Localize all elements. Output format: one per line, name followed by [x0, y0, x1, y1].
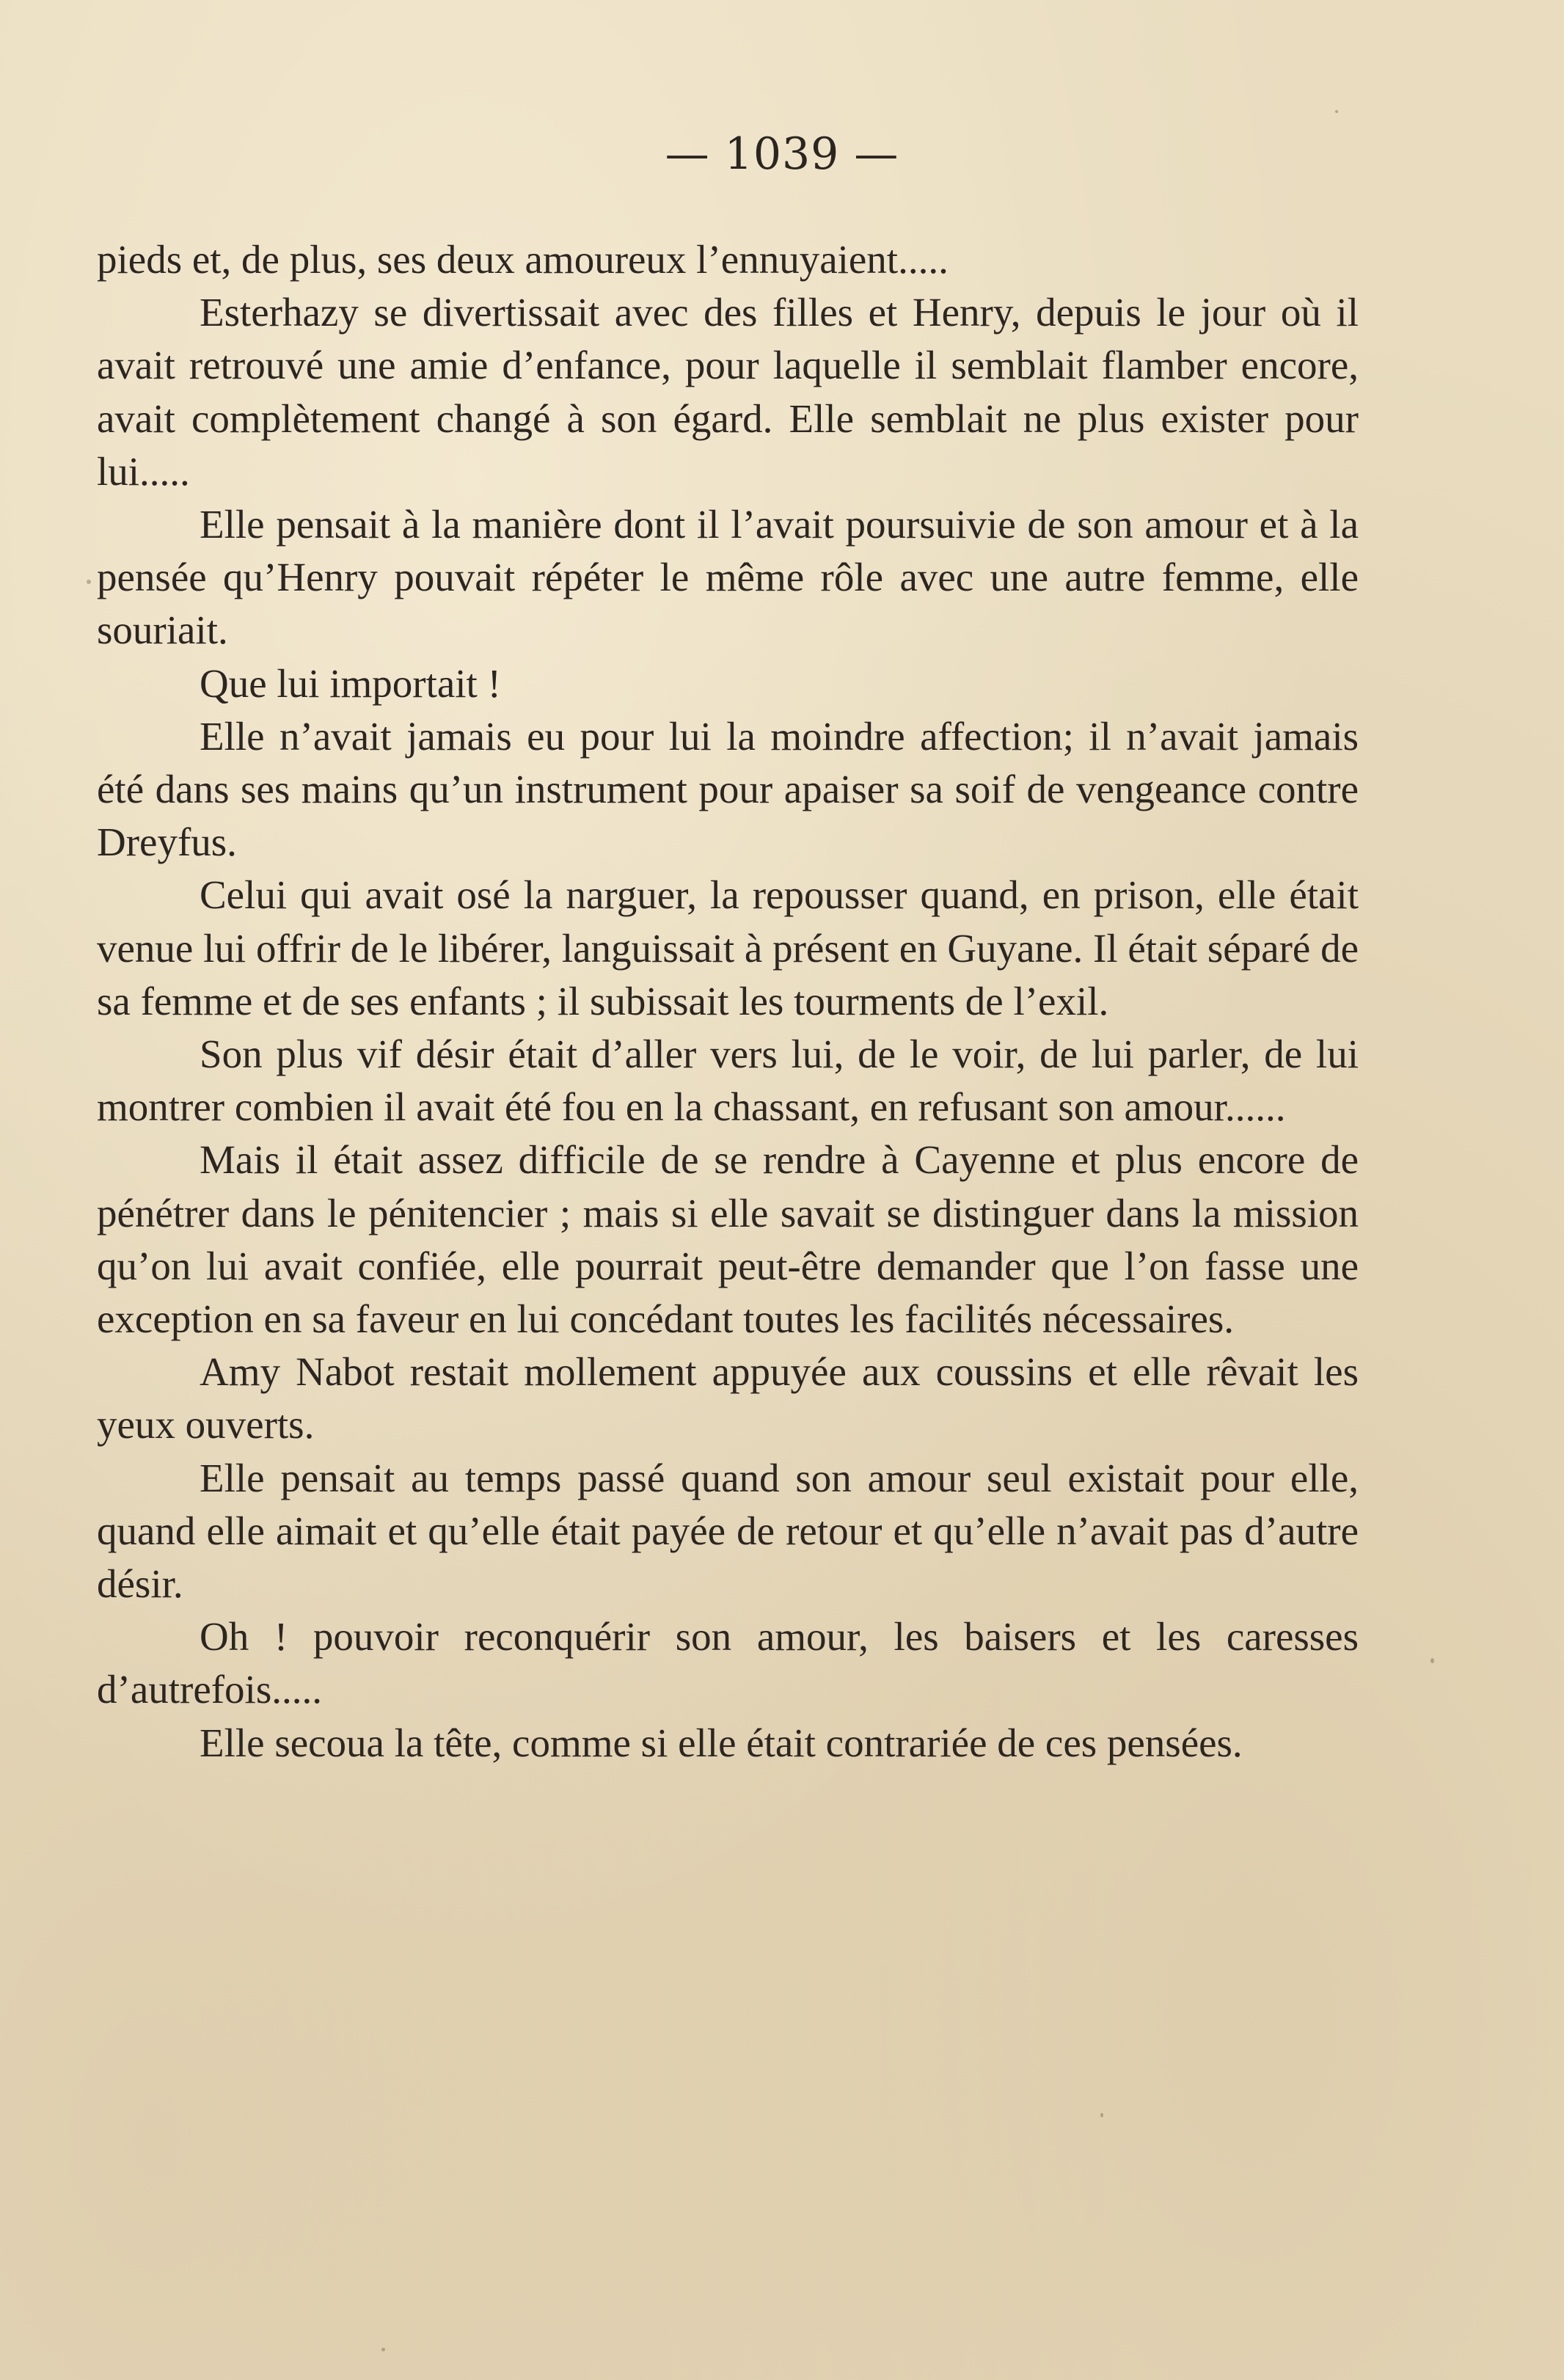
page-number: — 1039 —	[665, 128, 899, 180]
paragraph: Elle pensait à la manière dont il l’avait poursuivie de son amour et à la pensée qu’Henry pouvait répéter le même rôle avec une autre femme, elle souriait.	[97, 502, 1359, 653]
paper-speck	[87, 580, 91, 584]
paper-speck	[381, 2348, 385, 2351]
body-text	[97, 233, 1359, 1770]
paper-speck	[1100, 2113, 1103, 2117]
paper-speck	[1335, 110, 1338, 113]
paragraph: Amy Nabot restait mollement appuyée aux coussins et elle rêvait les yeux ouverts.	[97, 1349, 1359, 1448]
paragraph: Elle secoua la tête, comme si elle était contrariée de ces pensées.	[200, 1720, 1243, 1765]
paragraph: Elle pensait au temps passé quand son amour seul existait pour elle, quand elle aimait et qu’elle était payée de retour et qu’elle n’avait pas d’autre désir.	[97, 1455, 1359, 1607]
paragraph-continuation: pieds et, de plus, ses deux amoureux l’ennuyaient.....	[97, 237, 949, 282]
paragraph: Que lui importait !	[200, 660, 501, 706]
paragraph: Oh ! pouvoir reconquérir son amour, les baisers et les caresses d’autrefois.....	[97, 1614, 1359, 1712]
paper-speck	[1430, 1658, 1434, 1663]
paragraph: Mais il était assez difficile de se rendre à Cayenne et plus encore de pénétrer dans le pénitencier ; mais si elle savait se distinguer dans la mission qu’on lui avait confiée, elle pourrait peut-être demander que l’on fasse une exception en sa faveur en lui concédant toutes les facilités nécessaires.	[97, 1137, 1359, 1342]
paragraph: Son plus vif désir était d’aller vers lui, de le voir, de lui parler, de lui montrer combien il avait été fou en la chassant, en refusant son amour......	[97, 1032, 1359, 1130]
paragraph: Esterhazy se divertissait avec des filles et Henry, depuis le jour où il avait retrouvé une amie d’enfance, pour laquelle il semblait flamber encore, avait complètement changé à son égard. Elle semblait ne plus exister pour lui.....	[97, 290, 1359, 494]
paragraph: Celui qui avait osé la narguer, la repousser quand, en prison, elle était venue lui offrir de le libérer, languissait à présent en Guyane. Il était séparé de sa femme et de ses enfants ; il subissait les tourments de l’exil.	[97, 872, 1359, 1023]
paragraph: Elle n’avait jamais eu pour lui la moindre affection; il n’avait jamais été dans ses mains qu’un instrument pour apaiser sa soif de vengeance contre Dreyfus.	[97, 713, 1359, 865]
